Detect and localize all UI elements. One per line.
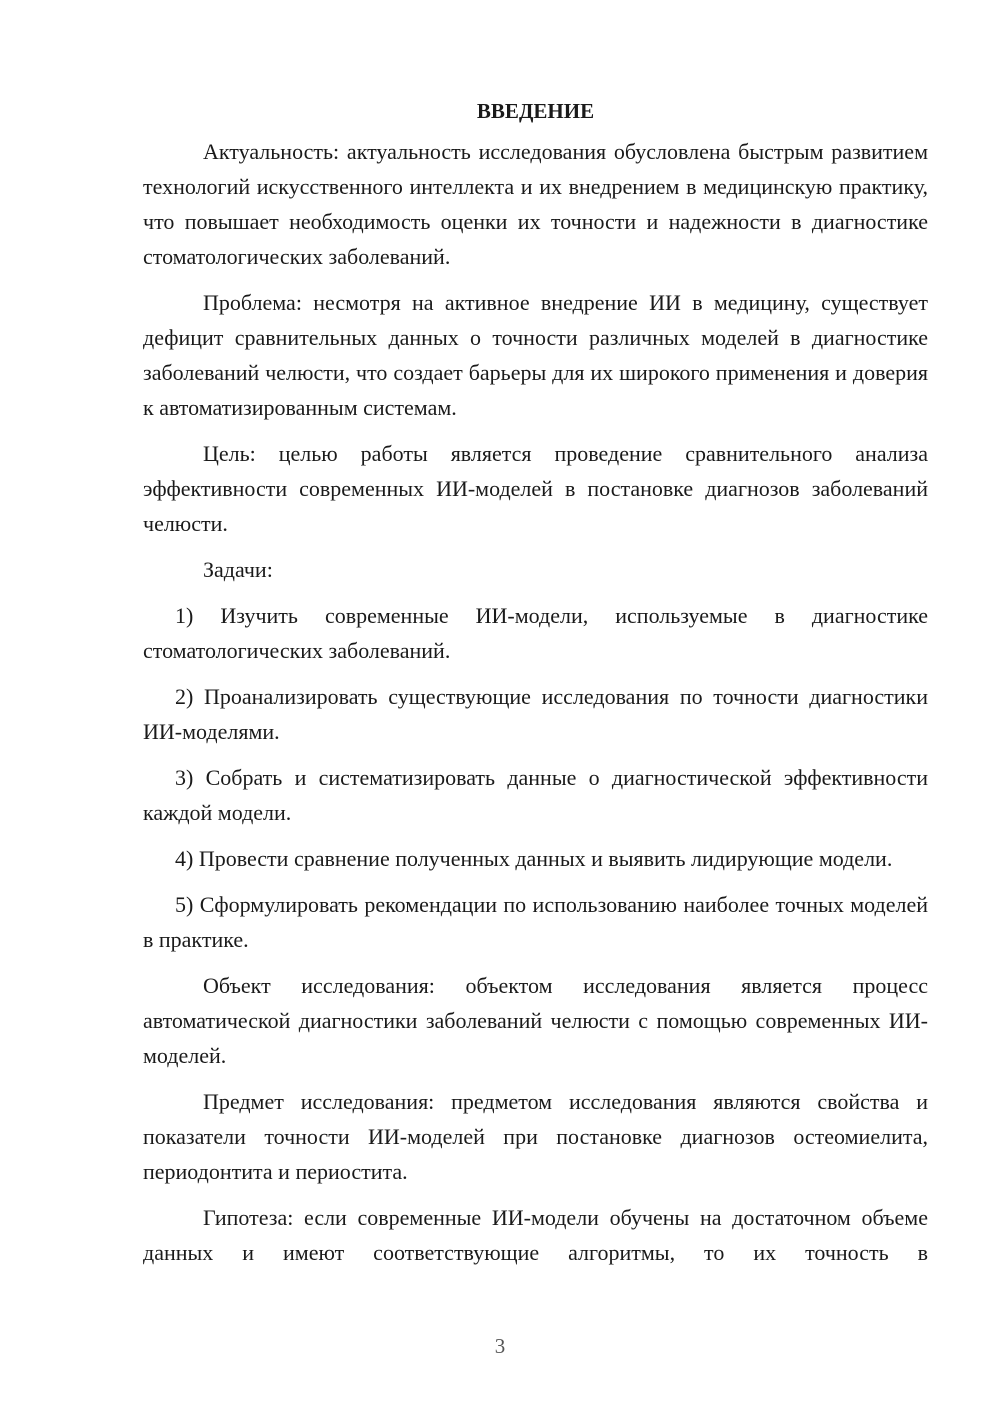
paragraph-subject: Предмет исследования: предметом исследования являются свойства и показатели точности ИИ-моделей при постановке диагнозов остеомиелита, периодонтита и периостита. <box>143 1089 928 1184</box>
paragraph-problem: Проблема: несмотря на активное внедрение ИИ в медицину, существует дефицит сравнительных данных о точности различных моделей в диагностике заболеваний челюсти, что создает барьеры для их широкого применения и доверия к автоматизированным системам. <box>143 290 928 420</box>
document-page <box>143 94 928 1281</box>
task-item-3: 3) Собрать и систематизировать данные о диагностической эффективности каждой модели. <box>143 765 928 825</box>
paragraph-goal: Цель: целью работы является проведение сравнительного анализа эффективности современных ИИ-моделей в постановке диагнозов заболеваний челюсти. <box>143 441 928 536</box>
task-item-2: 2) Проанализировать существующие исследования по точности диагностики ИИ-моделями. <box>143 684 928 744</box>
paragraph-hypothesis: Гипотеза: если современные ИИ-модели обучены на достаточном объеме данных и имеют соответствующие алгоритмы, то их точность в <box>143 1205 928 1265</box>
task-item-5: 5) Сформулировать рекомендации по использованию наиболее точных моделей в практике. <box>143 892 928 952</box>
paragraph-tasks-heading: Задачи: <box>203 557 273 582</box>
paragraph-relevance: Актуальность: актуальность исследования обусловлена быстрым развитием технологий искусственного интеллекта и их внедрением в медицинскую практику, что повышает необходимость оценки их точности и надежности в диагностике стоматологических заболеваний. <box>143 139 928 269</box>
task-item-4: 4) Провести сравнение полученных данных и выявить лидирующие модели. <box>175 846 893 871</box>
task-item-1: 1) Изучить современные ИИ-модели, используемые в диагностике стоматологических заболеваний. <box>143 603 928 663</box>
page-number: 3 <box>494 1334 506 1358</box>
paragraph-object: Объект исследования: объектом исследования является процесс автоматической диагностики заболеваний челюсти с помощью современных ИИ-моделей. <box>143 973 928 1068</box>
section-title: ВВЕДЕНИЕ <box>476 99 595 123</box>
